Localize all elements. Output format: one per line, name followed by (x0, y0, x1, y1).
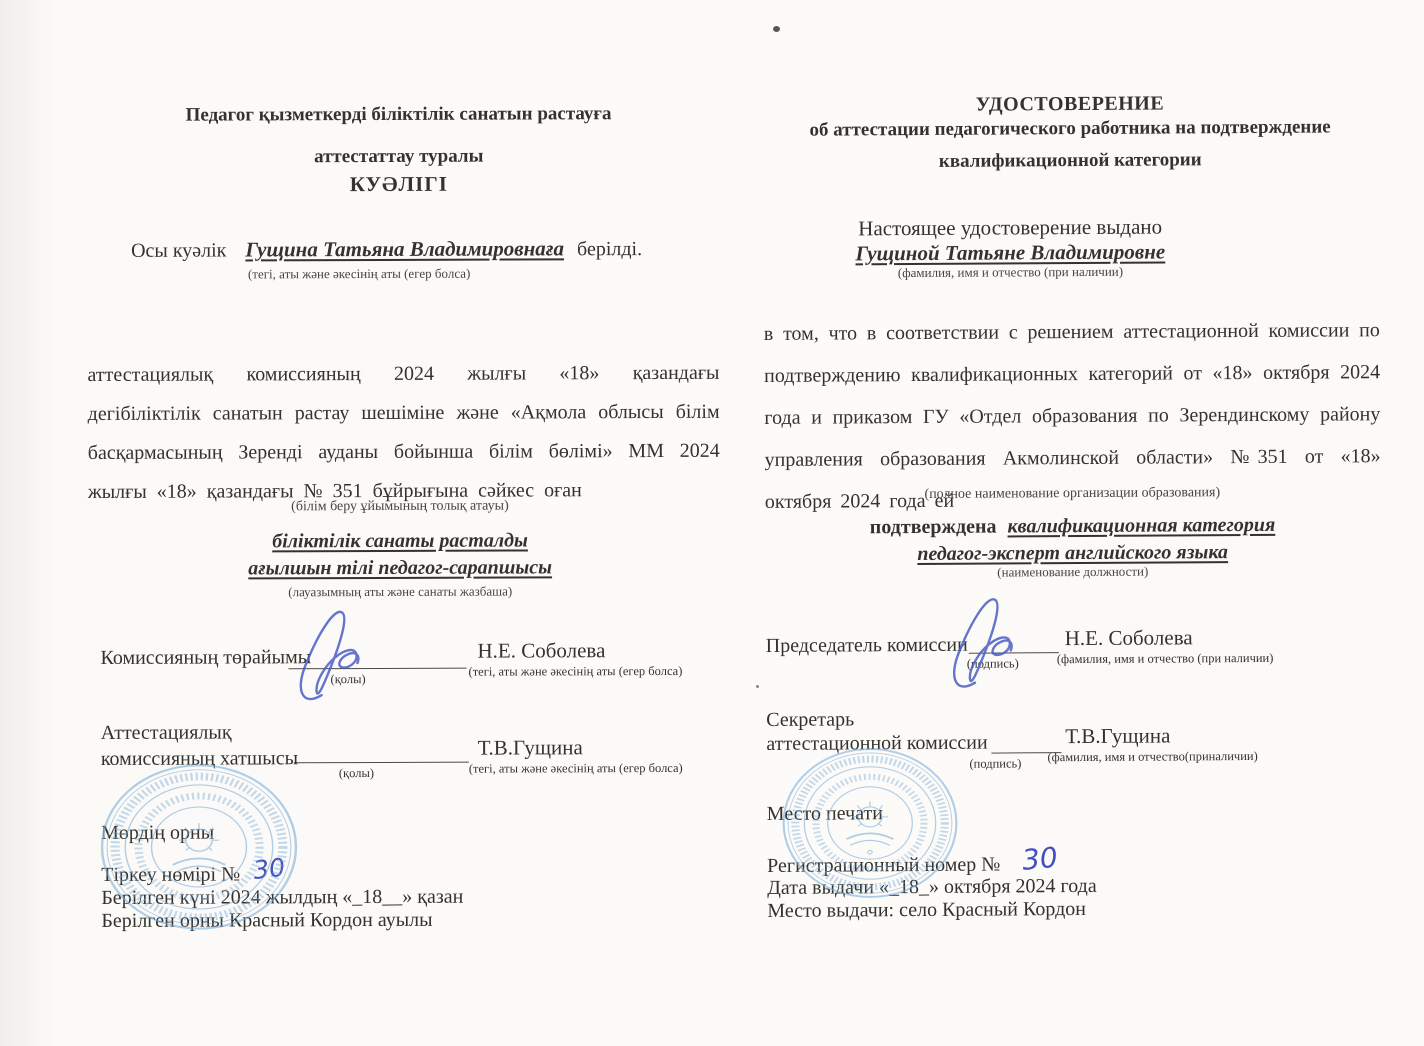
scan-speck (773, 26, 780, 32)
sign-caption: (қолы) (338, 765, 375, 781)
recipient-name: Гущина Татьяна Владимировнаға (245, 236, 565, 262)
result-line2: педагог-эксперт английского языка (917, 541, 1229, 566)
result-caption: (наименование должности) (997, 563, 1149, 580)
handwritten-signature (946, 592, 1041, 691)
result-line1 (765, 512, 1380, 540)
recipient-caption: (тегі, аты және әкесінің аты (егер болса) (247, 265, 471, 282)
secretary-label-line2: аттестационной комиссии (766, 731, 988, 755)
recipient-prefix: Осы куәлік (131, 239, 227, 262)
registration-label: Тіркеу нөмірі № (101, 863, 241, 886)
recipient-name: Гущиной Татьяне Владимировне (855, 239, 1166, 266)
handwritten-registration-number: 30 (251, 852, 287, 885)
sign-caption: (қолы) (330, 672, 366, 687)
chair-name-caption: (тегі, аты және әкесінің аты (егер болса) (468, 663, 683, 679)
organization-caption: (полное наименование организации образования) (924, 485, 1221, 502)
recipient-suffix: берілді. (576, 238, 643, 261)
issued-line: Настоящее удостоверение выдано (858, 214, 1163, 241)
chair-label: Председатель комиссии (765, 633, 968, 657)
secretary-label-line2: комиссияның хатшысы (100, 747, 299, 770)
seal-place-label: Место печати (766, 802, 884, 825)
secretary-name: Т.В.Гущина (1065, 723, 1171, 749)
handwritten-signature (293, 605, 387, 703)
body-paragraph: в том, что в соответствии с решением аттестационной комиссии по подтверждению квалификационных категорий от «18» октября 2024 года и приказом ГУ «Отдел образования по Зерендинскому району управления образования Акмолинской области» №351 от «18» октября 2024 года ей (763, 319, 1381, 513)
body-paragraph: аттестациялық комиссияның 2024 жылғы «18» қазандағы дегібіліктілік санатын растау шешіміне және «Ақмола облысы білім басқармасының Зеренді ауданы бойынша білім бөлімі» ММ 2024 жылғы «18» қазандағы № 351 бұйрығына сәйкес оған (87, 361, 720, 503)
page-title-line1: Педагог қызметкерді біліктілік санатын растауға (185, 103, 612, 126)
result-line2: ағылшын тілі педагог-сарапшысы (248, 556, 553, 580)
organization-caption: (білім беру ұйымының толық атауы) (291, 498, 509, 515)
chair-label: Комиссияның төрайымы (100, 646, 312, 669)
page-title-line2: аттестаттау туралы (314, 145, 484, 168)
secretary-name: Т.В.Гущина (477, 735, 583, 760)
issue-date-line: Берілген күні 2024 жылдың «_18__» қазан (101, 885, 464, 909)
sign-caption: (подпись) (966, 656, 1019, 671)
result-line1: біліктілік санаты расталды (272, 529, 528, 553)
seal-place-label: Мөрдің орны (101, 821, 215, 844)
secretary-label-line1: Секретарь (766, 708, 855, 731)
chair-name-caption: (фамилия, имя и отчество (при наличии) (1056, 650, 1274, 667)
issue-place-line: Место выдачи: село Красный Кордон (767, 897, 1087, 922)
recipient-line (131, 236, 642, 263)
recipient-caption: (фамилия, имя и отчество (при наличии) (897, 263, 1124, 281)
issue-date-line: Дата выдачи «_18_» октября 2024 года (767, 874, 1097, 899)
chair-name: Н.Е. Соболева (1064, 625, 1193, 651)
result-prefix: подтверждена (869, 515, 997, 539)
signature-line (294, 740, 469, 764)
sign-caption: (подпись) (969, 756, 1022, 771)
handwritten-registration-number: 30 (1020, 840, 1060, 877)
page-title-line3: КУӘЛІГІ (349, 171, 448, 197)
result-category: квалификационная категория (1007, 513, 1276, 538)
round-seal-left (98, 762, 300, 932)
scan-speck (756, 685, 759, 688)
secretary-name-caption: (тегі, аты және әкесінің аты (егер болса) (468, 760, 683, 776)
issue-place-line: Берілген орны Красный Кордон ауылы (101, 908, 433, 932)
page-title-line3: квалификационной категории (938, 149, 1202, 172)
page-title-line1: УДОСТОВЕРЕНИЕ (975, 92, 1165, 116)
page-title-line2: об аттестации педагогического работника на подтверждение (809, 116, 1331, 141)
secretary-name-caption: (фамилия, имя и отчество(приналичии) (1047, 748, 1258, 765)
secretary-label-line1: Аттестациялық (100, 721, 232, 744)
chair-name: Н.Е. Соболева (477, 638, 606, 663)
round-seal-right (780, 746, 960, 900)
result-caption: (лауазымның аты және санаты жазбаша) (288, 583, 513, 600)
registration-label: Регистрационный номер № (767, 853, 1001, 877)
